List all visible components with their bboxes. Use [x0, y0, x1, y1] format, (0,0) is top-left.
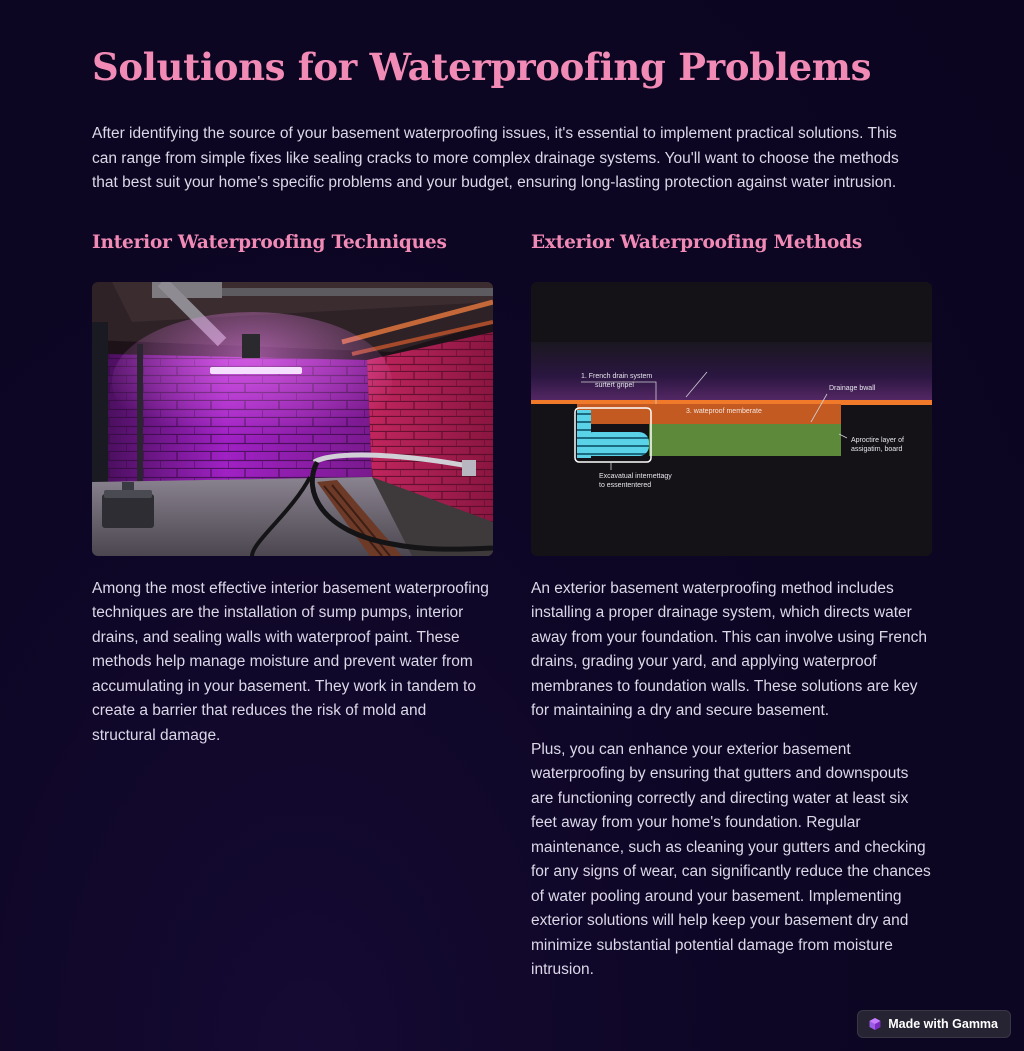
interior-paragraph: Among the most effective interior basement waterproofing techniques are the installation of sump pumps, interior drains, and sealing walls with waterproof paint. These methods help manage moisture and prevent water from accumulating in your basement. They work in tandem to create a barrier that reduces the risk of mold and structural damage. — [92, 579, 489, 744]
exterior-heading: Exterior Waterproofing Methods — [531, 231, 863, 253]
page-title: Solutions for Waterproofing Problems — [92, 45, 872, 89]
interior-basement-image — [92, 282, 493, 556]
page-content — [92, 0, 932, 983]
interior-heading: Interior Waterproofing Techniques — [92, 231, 447, 253]
made-with-gamma-badge[interactable] — [857, 1010, 1011, 1038]
diagram-label-french-drain: 1. French drain system — [581, 372, 653, 380]
exterior-paragraph-1: An exterior basement waterproofing method includes installing a proper drainage system, which directs water away from your foundation. This can involve using French drains, grading your yard, and applying waterproof membranes to foundation walls. These solutions are key for maintaining a dry and secure basement. — [531, 579, 928, 719]
gamma-logo-icon — [868, 1017, 882, 1031]
diagram-label-excavation: Excavatual internettagy — [599, 472, 672, 480]
two-column-section — [92, 230, 932, 983]
exterior-column — [531, 230, 932, 983]
diagram-label-protective-2: assigatim, board — [851, 445, 903, 453]
diagram-label-drainage: Drainage bwall — [829, 384, 876, 392]
intro-paragraph: After identifying the source of your basement waterproofing issues, it's essential to implement practical solutions. This can range from simple fixes like sealing cracks to more complex drainage systems. You'll want to choose the methods that best suit your home's specific problems and your budget, ensuring long-lasting protection against water intrusion. — [92, 125, 899, 191]
interior-column — [92, 230, 493, 983]
diagram-label-french-drain-2: surtert gripel — [595, 381, 634, 389]
exterior-paragraph-2: Plus, you can enhance your exterior basement waterproofing by ensuring that gutters and downspouts are functioning correctly and directing water at least six feet away from your home's foundation. Regular maintenance, such as cleaning your gutters and checking for any signs of wear, can significantly reduce the chances of water pooling around your basement. Implementing exterior solutions will help keep your basement dry and minimize substantial potential damage from moisture intrusion. — [531, 740, 931, 978]
badge-label: Made with Gamma — [888, 1017, 998, 1031]
diagram-label-excavation-2: to essententered — [599, 481, 652, 489]
exterior-drainage-diagram — [531, 282, 932, 556]
diagram-label-protective: Aproctire layer of — [851, 436, 904, 444]
diagram-label-membrane: 3. wateproof memberate — [686, 407, 762, 415]
